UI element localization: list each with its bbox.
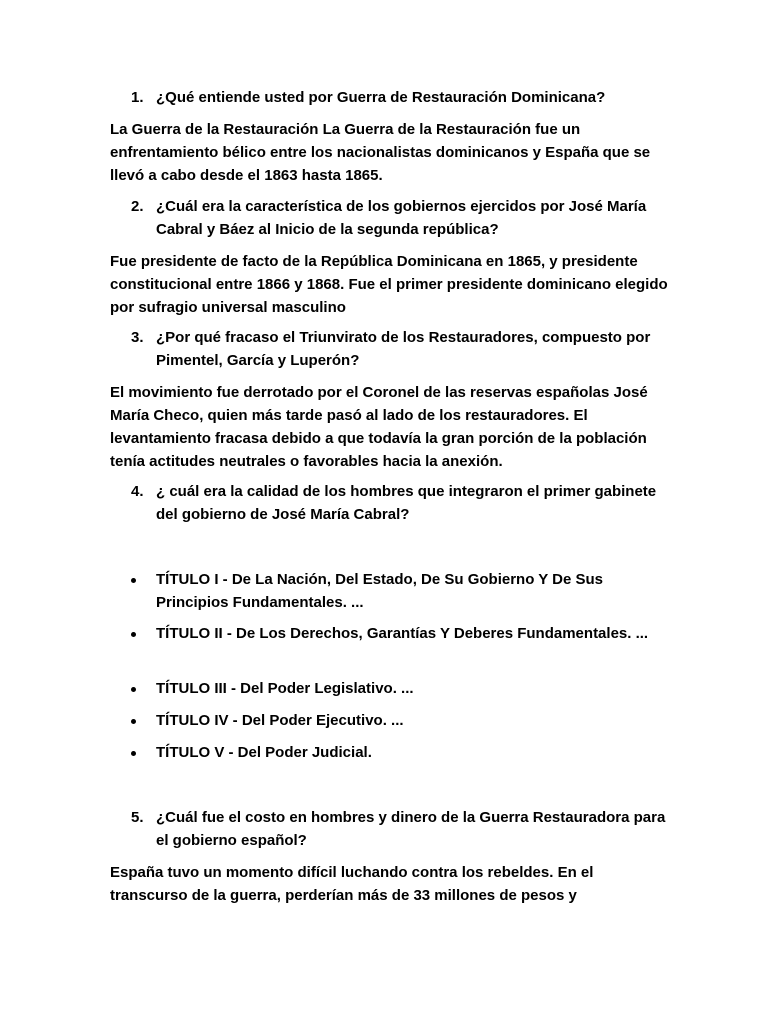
answer-2: Fue presidente de facto de la República Dominicana en 1865, y presidente constitucional entre 1866 y 1868. Fue el primer presidente dominicano elegido por sufragio universal masculino xyxy=(110,253,668,316)
question-text: ¿Cuál fue el costo en hombres y dinero de la Guerra Restauradora para el gobierno español? xyxy=(156,809,666,849)
bullet-text: TÍTULO III - Del Poder Legislativo. ... xyxy=(156,680,414,697)
question-text: ¿Por qué fracaso el Triunvirato de los Restauradores, compuesto por Pimentel, García y Luperón? xyxy=(156,329,651,369)
question-text: ¿ cuál era la calidad de los hombres que integraron el primer gabinete del gobierno de José María Cabral? xyxy=(156,483,657,523)
bullet-item xyxy=(131,741,671,764)
bullet-icon xyxy=(131,719,136,724)
bullet-item xyxy=(131,677,671,700)
question-number: 1. xyxy=(131,89,144,106)
answer-5: España tuvo un momento difícil luchando contra los rebeldes. En el transcurso de la guerra, perderían más de 33 millones de pesos y xyxy=(110,864,594,904)
answer-3: El movimiento fue derrotado por el Coronel de las reservas españolas José María Checo, quien más tarde pasó al lado de los restauradores. El levantamiento fracasa debido a que todavía la gran porción de la población tenía actitudes neutrales o favorables hacia la anexión. xyxy=(110,384,648,470)
bullet-item xyxy=(131,709,671,732)
bullet-text: TÍTULO V - Del Poder Judicial. xyxy=(156,744,372,761)
bullet-icon xyxy=(131,751,136,756)
bullet-text: TÍTULO I - De La Nación, Del Estado, De Su Gobierno Y De Sus Principios Fundamentales. ... xyxy=(156,571,604,611)
answer-1: La Guerra de la Restauración La Guerra de la Restauración fue un enfrentamiento bélico entre los nacionalistas dominicanos y España que se llevó a cabo desde el 1863 hasta 1865. xyxy=(110,121,651,184)
question-2 xyxy=(131,195,671,241)
bullet-item xyxy=(131,568,671,614)
question-1 xyxy=(131,86,671,109)
question-text: ¿Qué entiende usted por Guerra de Restauración Dominicana? xyxy=(156,89,606,106)
question-text: ¿Cuál era la característica de los gobiernos ejercidos por José María Cabral y Báez al Inicio de la segunda república? xyxy=(156,198,647,238)
question-4 xyxy=(131,480,671,526)
question-number: 4. xyxy=(131,483,144,500)
question-number: 2. xyxy=(131,198,144,215)
bullet-icon xyxy=(131,687,136,692)
question-3 xyxy=(131,326,671,372)
bullet-icon xyxy=(131,578,136,583)
bullet-text: TÍTULO IV - Del Poder Ejecutivo. ... xyxy=(156,712,404,729)
question-number: 5. xyxy=(131,809,144,826)
bullet-item xyxy=(131,622,671,645)
question-5 xyxy=(131,806,671,852)
question-number: 3. xyxy=(131,329,144,346)
bullet-text: TÍTULO II - De Los Derechos, Garantías Y Deberes Fundamentales. ... xyxy=(156,625,649,642)
bullet-icon xyxy=(131,632,136,637)
